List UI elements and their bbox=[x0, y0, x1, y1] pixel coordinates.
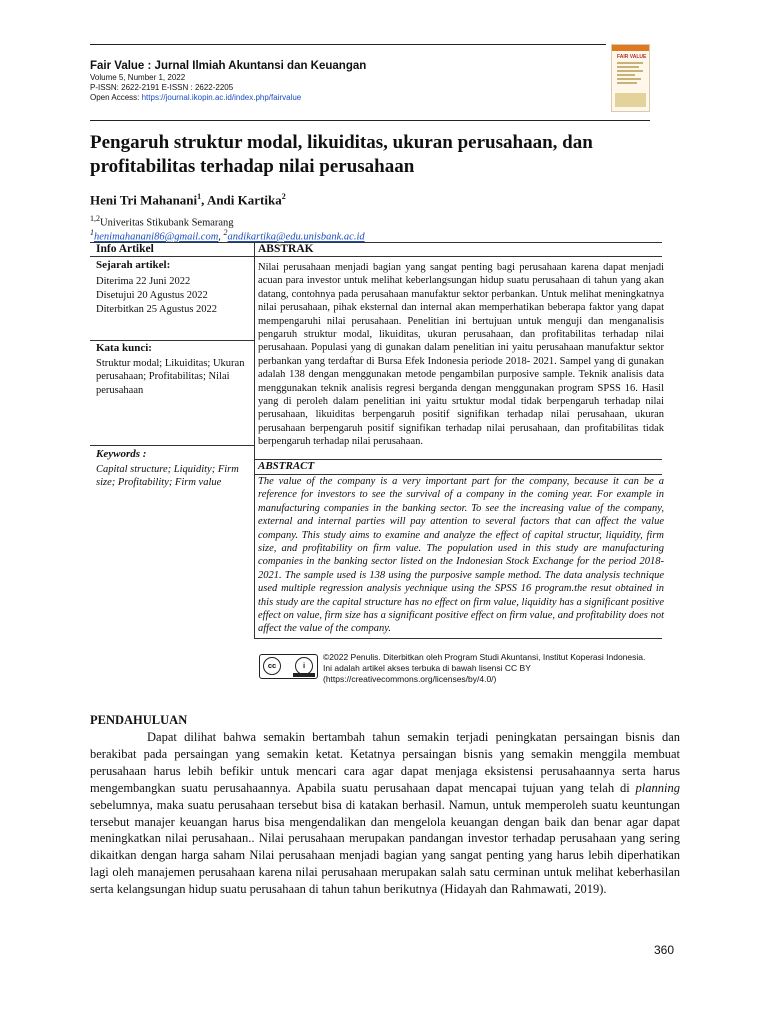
journal-url-link[interactable]: https://journal.ikopin.ac.id/index.php/fairvalue bbox=[141, 93, 302, 102]
author-1-sup: 1 bbox=[197, 192, 202, 201]
journal-open-access bbox=[90, 93, 606, 103]
license-text bbox=[323, 652, 653, 685]
journal-volume: Volume 5, Number 1, 2022 bbox=[90, 73, 186, 82]
by-attribution-icon: i bbox=[295, 657, 313, 675]
received-date: Diterima 22 Juni 2022 bbox=[96, 276, 191, 287]
cc-by-license-badge[interactable] bbox=[259, 654, 318, 679]
journal-cover-thumbnail bbox=[611, 44, 650, 112]
section-heading-pendahuluan: PENDAHULUAN bbox=[90, 713, 188, 727]
affiliation-sup: 1,2 bbox=[90, 214, 100, 223]
intro-text-part-1: Dapat dilihat bahwa semakin bertambah tahun semakin terjadi peningkatan persaingan bisnis dan berakibat pada persaingan yang semakin ketat. Ketatnya persaingan bisnis yang semakin menggila membuat perusahaan harus lebih befikir untuk mencari cara agar dapat menjaga eksistensi perusahaannya serta harus mengembangkan suatu perusahaannya. Apabila suatu perusahaan dapat mencapai tujuan yang telah di bbox=[90, 730, 680, 795]
license-url[interactable]: (https://creativecommons.org/licenses/by/4.0/) bbox=[323, 674, 497, 684]
author-2-sup: 2 bbox=[281, 192, 286, 201]
abstrak-text: Nilai perusahaan menjadi bagian yang sangat penting bagi perusahaan karena dapat menjadi acuan para investor untuk melihat keberlangsungan hidup suatu perusahaan di tahun yang akan datang, contohnya pada perusahaan manufaktur sektor perbankan. Untuk melihat meningkatnya nilai perusahaan, pihak eksternal dan internal akan memperhatikan beberapa faktor yang dapat mempengaruhi nilai perusahaan. Penelitian ini bertujuan untuk menguji dan menganalisis pengaruh struktur modal, likuiditas, ukuran perusahaan, dan profitabilitas terhadap nilai perusahaan. Populasi yang di gunakan dalam penelitian ini yaitu perusahaan manufaktur sektor perbankan yang terdaftar di Bursa Efek Indonesia periode 2018- 2021. Sampel yang di gunakan adalah 138 dengan menggunakan metode pengambilan purposive sample. Teknik analisis data menggunakan teknik analisis regresi berganda dengan menggunakan program SPSS 16. Hasil yang di peroleh dalam penelitian ini yaitu srtuktur modal tidak berpengaruh terhadap nilai perusahaan, likuiditas berpengaruh positif signifikan terhadap nilai perusahaan, ukuran perusahaan berpengaruh positif signifikan terhadap nilai perusahaan, dan profitabilitas tidak berpengaruh terhadap nilai perusahaan. bbox=[258, 262, 664, 448]
abstract-header: ABSTRACT bbox=[258, 460, 315, 472]
author-emails bbox=[90, 226, 365, 244]
email-separator: , bbox=[218, 231, 224, 243]
journal-header bbox=[90, 44, 606, 103]
intro-paragraph bbox=[90, 729, 680, 898]
email-1-sup: 1 bbox=[90, 228, 94, 237]
history-label: Sejarah artikel: bbox=[96, 259, 171, 271]
license-line-1: ©2022 Penulis. Diterbitkan oleh Program Studi Akuntansi, Institut Koperasi Indonesia. bbox=[323, 652, 646, 662]
kata-kunci-list: Struktur modal; Likuiditas; Ukuran perusahaan; Profitabilitas; Nilai perusahaan bbox=[96, 358, 245, 396]
email-2-sup: 2 bbox=[223, 228, 228, 237]
intro-text-part-2: sebelumnya, maka suatu perusahaan tersebut bisa di katakan berhasil. Namun, untuk memperoleh suatu keuntungan tersebut manajer keuangan harus bisa mengendalikan dan mengelola keuangan dengan baik dan benar agar dapat meningkatkan nilai perusahaan.. Nilai perusahaan merupakan pandangan investor terhadap perusahaan yang sering dikaitkan dengan harga saham Nilai perusahaan menjadi bagian yang sangat penting yang harus lebih diperhatikan lagi oleh manajemen perusahaan karena nilai perusahaan merupakan salah satu cerminan untuk melihat keberhasilan serta kelangsungan hidup suatu perusahaan di tahun tahun berikutnya (Hidayah dan Rahmawati, 2019). bbox=[90, 797, 680, 897]
cover-title: FAIR VALUE bbox=[617, 54, 647, 60]
license-line-2: Ini adalah artikel akses terbuka di bawah lisensi CC BY bbox=[323, 663, 531, 673]
abstract-text: The value of the company is a very important part for the company, because it can be a reference for investors to see the survival of a company in the coming year. For example in manufacturing companies in the banking sector. To see the increasing value of the company, external and internal parties will pay attention to several factors that can affect the value company. This study aims to examine and analyze the effect of capital structur, liquidity, firm size, and profitability on firm value. The population used in this study are manufacturing companies in the banking sector listed on the Indonesian Stock Exchange for the period 2018-2021. The sample used is 138 using the purposive sample method. The data analysis technique used multiple regression analysis yechnique using the SPSS 16 program.the resut obtained in this study are the capital structure has no effect on firm value, liquidity has a significant positive effect on value, firm size has a significant positive effect on firm value, and profitability does not affect the value of the company. bbox=[258, 476, 664, 635]
accepted-date: Disetujui 20 Agustus 2022 bbox=[96, 290, 208, 301]
article-info-table bbox=[90, 242, 662, 639]
email-2-link[interactable]: andikartika@edu.unisbank.ac.id bbox=[227, 231, 365, 243]
intro-italic-term: planning bbox=[635, 780, 680, 795]
journal-title: Fair Value : Jurnal Ilmiah Akuntansi dan Keuangan bbox=[90, 60, 367, 72]
page-number: 360 bbox=[654, 943, 675, 957]
open-access-label: Open Access: bbox=[90, 93, 142, 102]
kata-kunci-label: Kata kunci: bbox=[96, 342, 152, 354]
affiliation-text: Univeritas Stikubank Semarang bbox=[100, 217, 234, 229]
by-bar bbox=[293, 673, 315, 677]
header-divider bbox=[90, 120, 650, 121]
info-artikel-header: Info Artikel bbox=[96, 243, 154, 255]
article-title: Pengaruh struktur modal, likuiditas, ukuran perusahaan, dan profitabilitas terhadap nilai perusahaan bbox=[90, 132, 593, 177]
cc-icon: cc bbox=[263, 657, 281, 675]
email-1-link[interactable]: henimahanani86@gmail.com bbox=[94, 231, 219, 243]
keywords-list: Capital structure; Liquidity; Firm size; Profitability; Firm value bbox=[96, 464, 239, 489]
abstrak-header: ABSTRAK bbox=[258, 243, 314, 255]
authors bbox=[90, 192, 286, 208]
keywords-label: Keywords : bbox=[96, 448, 147, 460]
author-2: , Andi Kartika bbox=[201, 192, 282, 208]
author-1: Heni Tri Mahanani bbox=[90, 192, 198, 208]
published-date: Diterbitkan 25 Agustus 2022 bbox=[96, 304, 218, 315]
journal-issn: P-ISSN: 2622-2191 E-ISSN : 2622-2205 bbox=[90, 83, 234, 92]
